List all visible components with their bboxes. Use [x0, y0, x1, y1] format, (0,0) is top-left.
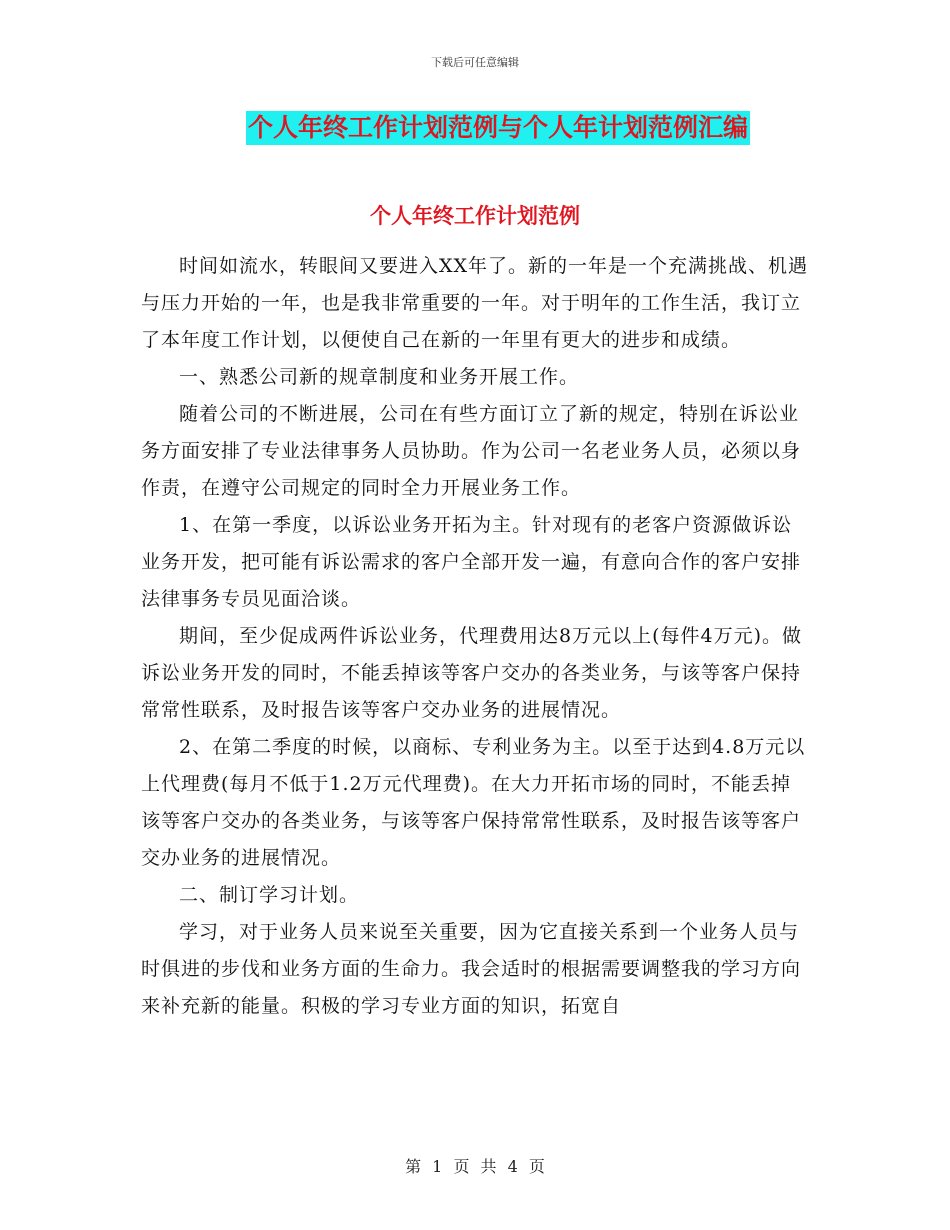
paragraph: 随着公司的不断进展，公司在有些方面订立了新的规定，特别在诉讼业务方面安排了专业法律事务人员协助。作为公司一名老业务人员，必须以身作责，在遵守公司规定的同时全力开展业务工作。: [141, 403, 802, 499]
paragraph: 时间如流水，转眼间又要进入XX年了。新的一年是一个充满挑战、机遇与压力开始的一年，也是我非常重要的一年。对于明年的工作生活，我订立了本年度工作计划，以便使自己在新的一年里有更大的进步和成绩。: [141, 255, 809, 351]
document-title: 个人年终工作计划范例与个人年计划范例汇编: [246, 111, 750, 145]
paragraph: 一、熟悉公司新的规章制度和业务开展工作。: [179, 366, 580, 388]
paragraph: 期间，至少促成两件诉讼业务，代理费用达8万元以上(每件4万元)。做诉讼业务开发的同时，不能丢掉该等客户交办的各类业务，与该等客户保持常常性联系，及时报告该等客户交办业务的进展情况。: [141, 625, 803, 721]
paragraph: 1、在第一季度，以诉讼业务开拓为主。针对现有的老客户资源做诉讼业务开发，把可能有诉讼需求的客户全部开发一遍，有意向合作的客户安排法律事务专员见面洽谈。: [141, 514, 802, 610]
main-title-container: [0, 111, 950, 145]
document-body: [141, 248, 809, 1025]
paragraph: 2、在第二季度的时候，以商标、专利业务为主。以至于达到4.8万元以上代理费(每月不低于1.2万元代理费)。在大力开拓市场的同时，不能丢掉该等客户交办的各类业务，与该等客户保持常常性联系，及时报告该等客户交办业务的进展情况。: [141, 736, 806, 869]
header-note: 下载后可任意编辑: [431, 56, 519, 69]
section-title: 个人年终工作计划范例: [370, 204, 580, 228]
paragraph: 学习，对于业务人员来说至关重要，因为它直接关系到一个业务人员与时俱进的步伐和业务方面的生命力。我会适时的根据需要调整我的学习方向来补充新的能量。积极的学习专业方面的知识，拓宽自: [141, 921, 802, 1017]
page-footer: 第 1 页 共 4 页: [405, 1157, 545, 1176]
paragraph: 二、制订学习计划。: [179, 884, 360, 906]
